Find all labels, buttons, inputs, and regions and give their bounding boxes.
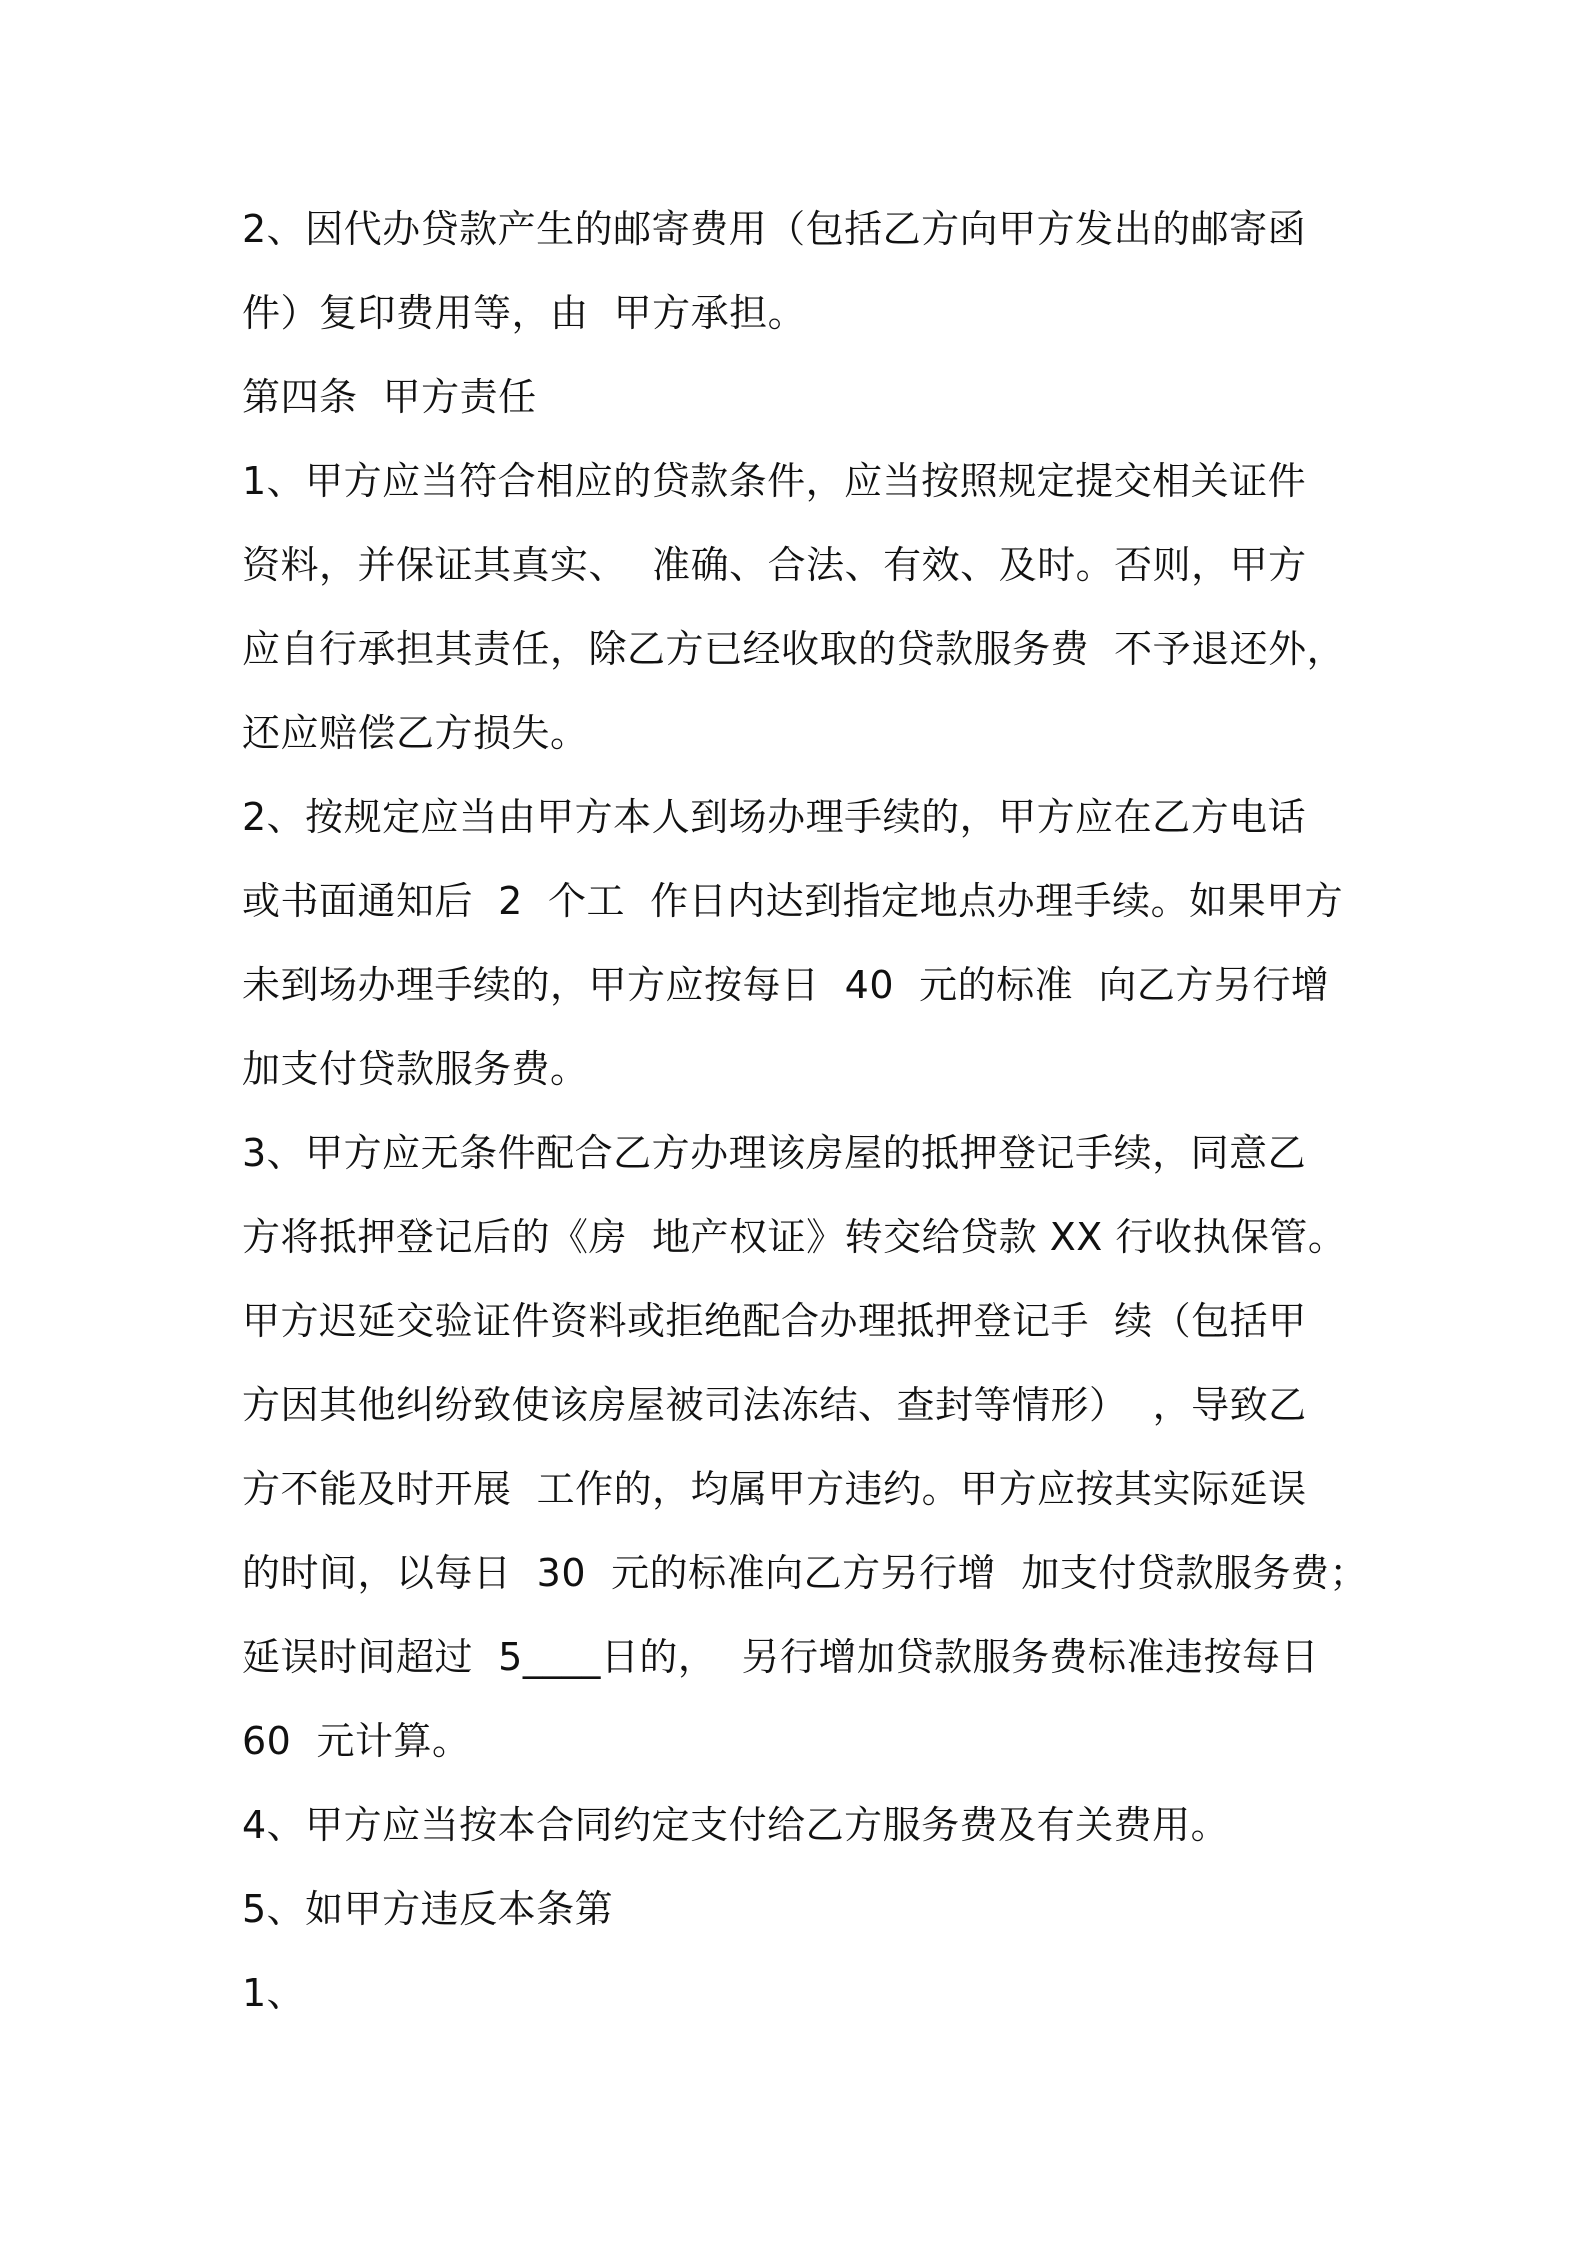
paragraph-line: 延误时间超过 5____日的， 另行增加贷款服务费标准违按每日 — [242, 1635, 1319, 1679]
paragraph-line: 甲方迟延交验证件资料或拒绝配合办理抵押登记手 续（包括甲 — [242, 1299, 1307, 1343]
paragraph-line: 还应赔偿乙方损失。 — [242, 711, 589, 755]
paragraph-line: 加支付贷款服务费。 — [242, 1047, 589, 1091]
paragraph-line: 方因其他纠纷致使该房屋被司法冻结、查封等情形） ，导致乙 — [242, 1383, 1307, 1427]
paragraph-line: 未到场办理手续的，甲方应按每日 40 元的标准 向乙方另行增 — [242, 963, 1330, 1007]
paragraph-line: 4、甲方应当按本合同约定支付给乙方服务费及有关费用。 — [242, 1803, 1230, 1847]
paragraph-line: 2、因代办贷款产生的邮寄费用（包括乙方向甲方发出的邮寄函 — [242, 207, 1307, 251]
paragraph-line: 方不能及时开展 工作的，均属甲方违约。甲方应按其实际延误 — [242, 1467, 1307, 1511]
paragraph-line: 1、 — [242, 1971, 306, 2015]
paragraph-line: 的时间，以每日 30 元的标准向乙方另行增 加支付贷款服务费； — [242, 1551, 1368, 1595]
paragraph-line: 2、按规定应当由甲方本人到场办理手续的，甲方应在乙方电话 — [242, 795, 1307, 839]
paragraph-line: 1、甲方应当符合相应的贷款条件，应当按照规定提交相关证件 — [242, 459, 1307, 503]
paragraph-line: 5、如甲方违反本条第 — [242, 1887, 614, 1931]
paragraph-line: 60 元计算。 — [242, 1719, 471, 1763]
paragraph-line: 方将抵押登记后的《房 地产权证》转交给贷款 XX 行收执保管。 — [242, 1215, 1347, 1259]
section-heading: 第四条 甲方责任 — [242, 375, 537, 419]
paragraph-line: 应自行承担其责任，除乙方已经收取的贷款服务费 不予退还外， — [242, 627, 1346, 671]
paragraph-line: 3、甲方应无条件配合乙方办理该房屋的抵押登记手续，同意乙 — [242, 1131, 1307, 1175]
paragraph-line: 资料，并保证其真实、 准确、合法、有效、及时。否则，甲方 — [242, 543, 1307, 587]
paragraph-line: 件）复印费用等，由 甲方承担。 — [242, 291, 807, 335]
paragraph-line: 或书面通知后 2 个工 作日内达到指定地点办理手续。如果甲方 — [242, 879, 1344, 923]
